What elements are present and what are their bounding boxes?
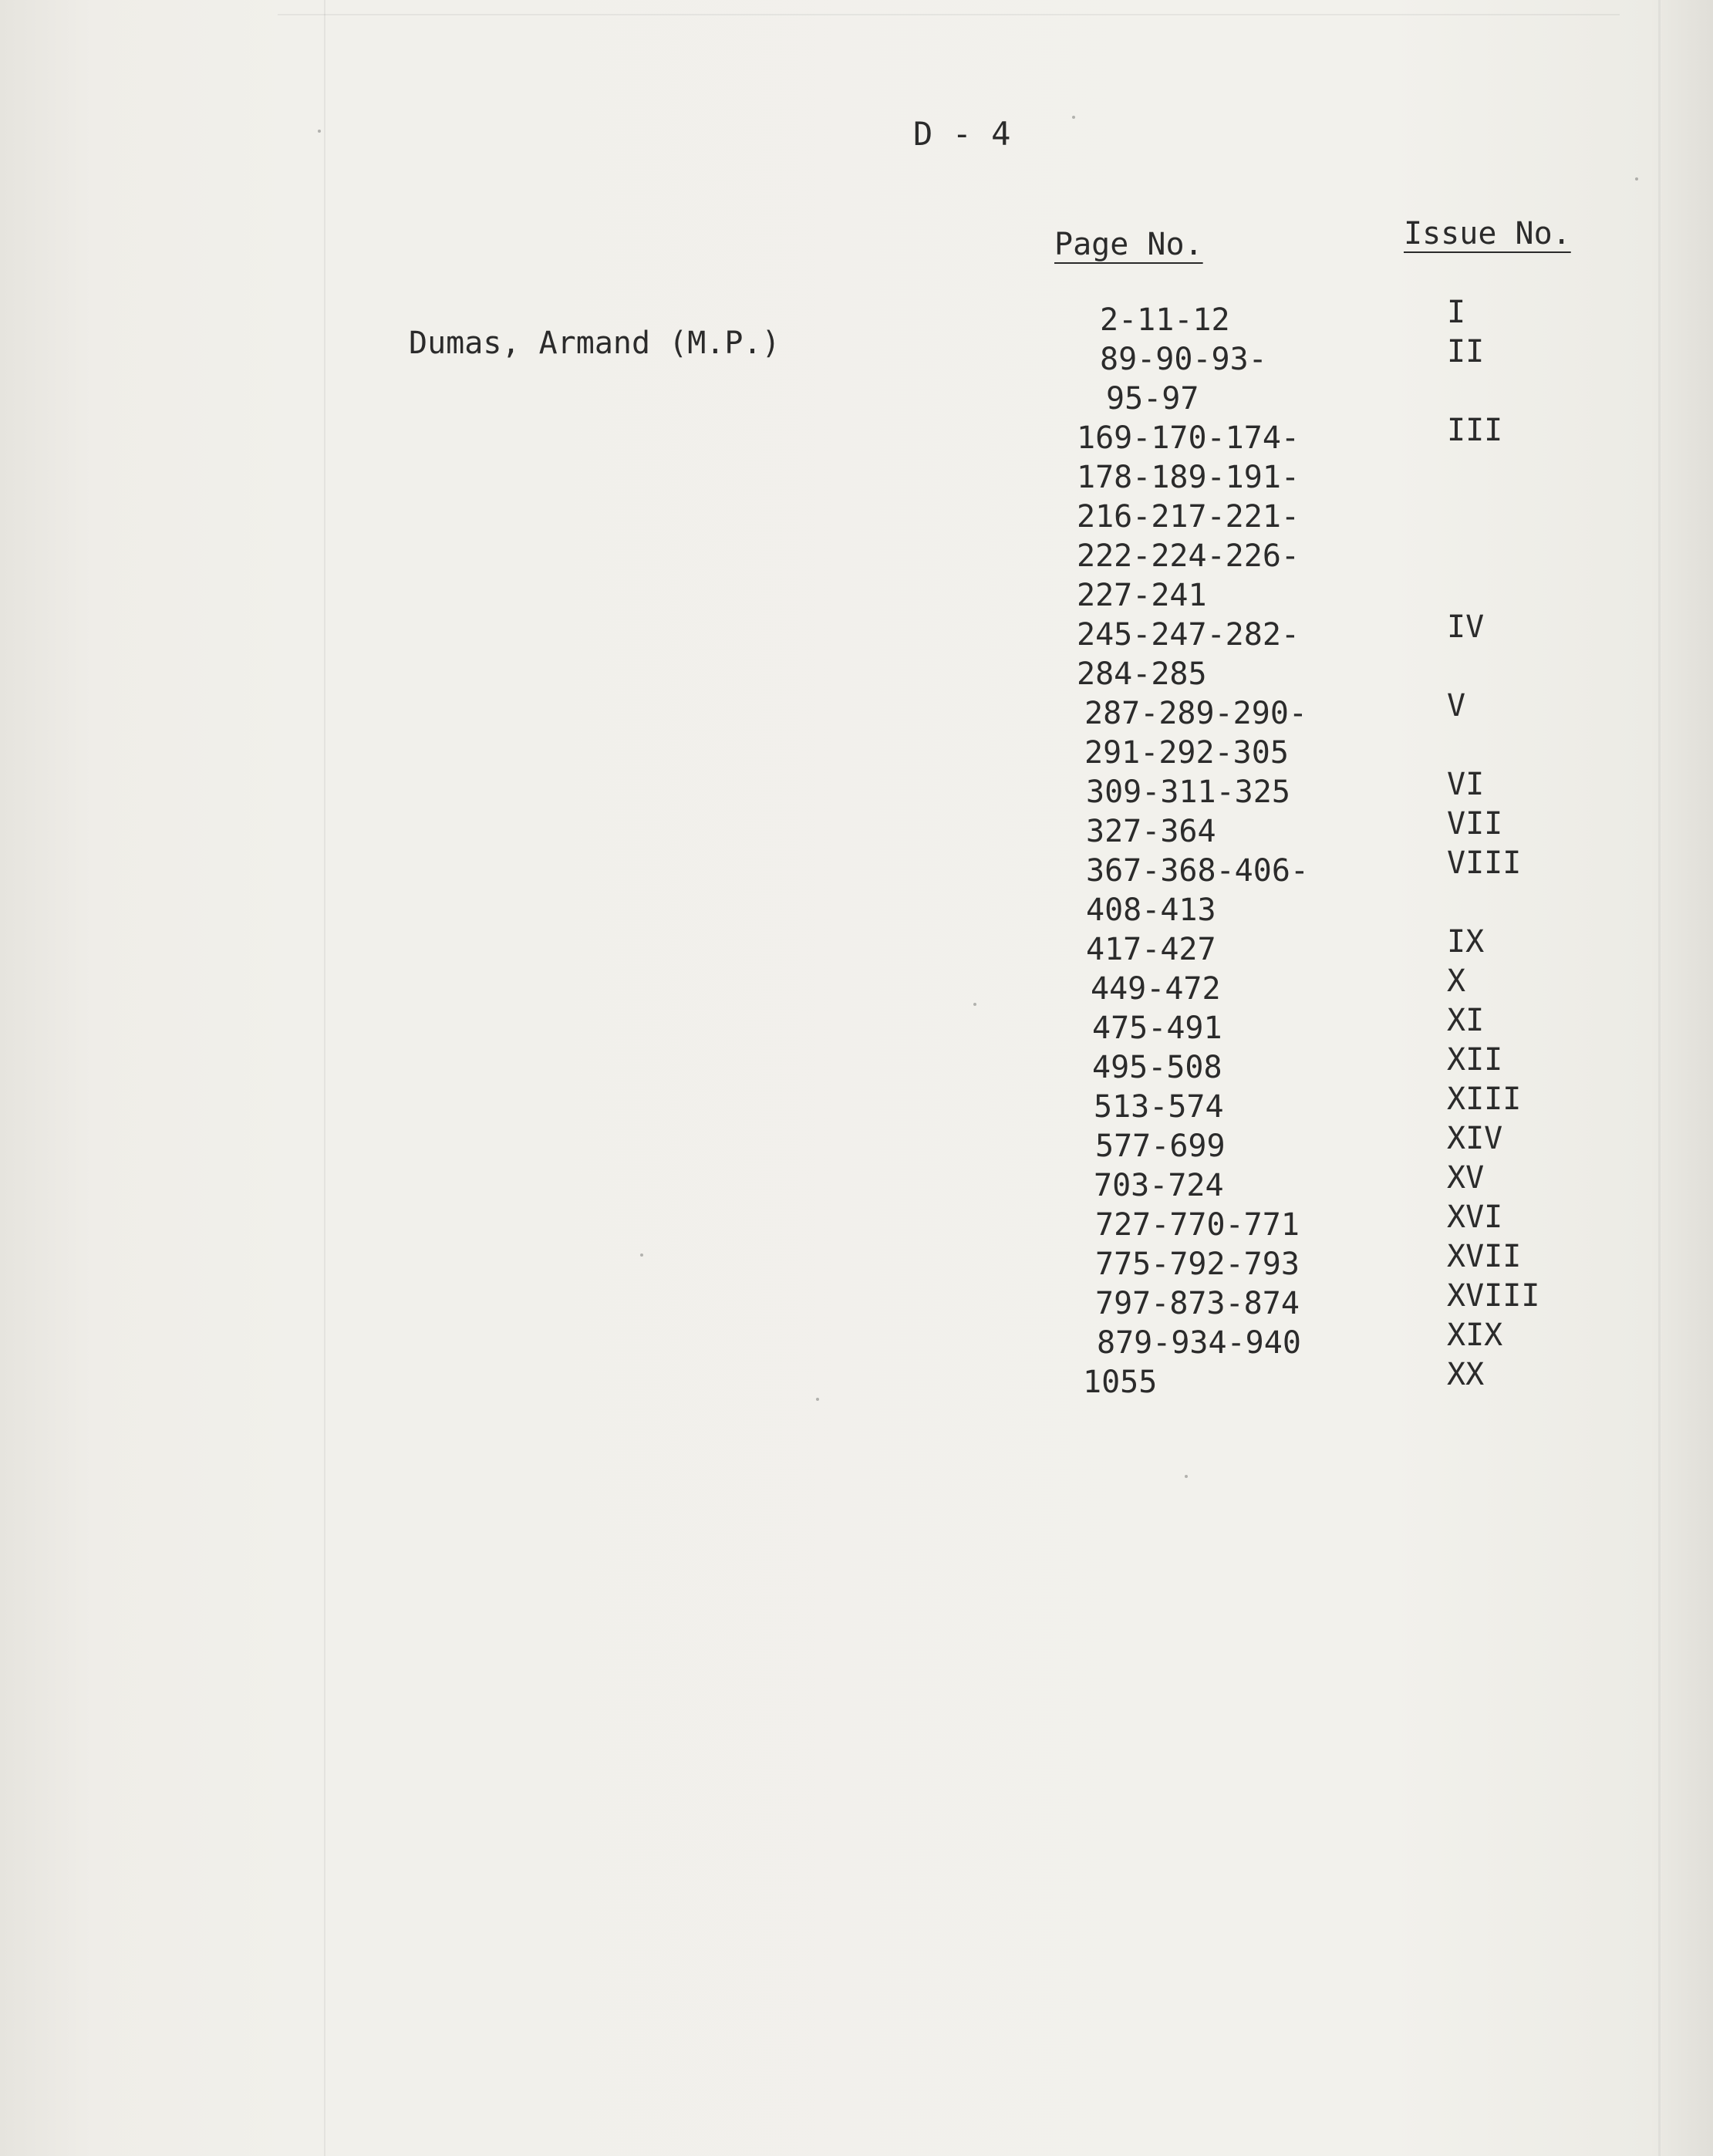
issue-number-line: XI bbox=[1447, 1003, 1485, 1038]
page-number-line: 291-292-305 bbox=[1084, 735, 1289, 771]
issue-number-line: IV bbox=[1447, 609, 1485, 645]
issue-number-line: XIX bbox=[1447, 1318, 1503, 1353]
page-number-line: 169-170-174- bbox=[1077, 420, 1300, 456]
issue-number-line: XVI bbox=[1447, 1199, 1503, 1235]
issue-number-line: XVII bbox=[1447, 1239, 1522, 1274]
issue-number-line: VII bbox=[1447, 806, 1503, 842]
index-entry-name: Dumas, Armand (M.P.) bbox=[409, 326, 781, 361]
page-number-line: 227-241 bbox=[1077, 578, 1207, 613]
paper-binding-edge bbox=[324, 0, 325, 2156]
issue-number-line: XII bbox=[1447, 1042, 1503, 1078]
page-number-line: 879-934-940 bbox=[1097, 1325, 1301, 1361]
page-number-line: 367-368-406- bbox=[1086, 853, 1309, 889]
page-identifier: D - 4 bbox=[913, 115, 1011, 153]
issue-number-line: VI bbox=[1447, 767, 1485, 802]
issue-number-line: VIII bbox=[1447, 845, 1522, 881]
page-number-line: 577-699 bbox=[1095, 1129, 1226, 1164]
paper-speck bbox=[1635, 177, 1638, 181]
issue-number-line: XV bbox=[1447, 1160, 1485, 1196]
page-number-line: 216-217-221- bbox=[1077, 499, 1300, 535]
paper-speck bbox=[318, 130, 321, 133]
page-number-line: 284-285 bbox=[1077, 656, 1207, 692]
issue-number-line bbox=[1447, 726, 1539, 765]
issue-number-line bbox=[1447, 883, 1539, 923]
issue-number-line: XIV bbox=[1447, 1121, 1503, 1156]
page-number-line: 475-491 bbox=[1092, 1011, 1222, 1046]
paper-speck bbox=[1072, 116, 1075, 119]
paper-speck bbox=[816, 1398, 819, 1401]
paper-edge-top bbox=[278, 14, 1620, 15]
page-number-list bbox=[1077, 301, 1309, 1402]
issue-no-header: Issue No. bbox=[1404, 216, 1571, 251]
issue-number-list bbox=[1447, 293, 1539, 1395]
page-number-line: 2-11-12 bbox=[1100, 302, 1230, 338]
issue-number-line: XVIII bbox=[1447, 1278, 1540, 1314]
page-number-line: 245-247-282- bbox=[1077, 617, 1300, 653]
paper-speck bbox=[973, 1003, 976, 1006]
issue-number-line bbox=[1447, 372, 1539, 411]
issue-number-line: I bbox=[1447, 295, 1466, 330]
issue-number-line bbox=[1447, 450, 1539, 490]
issue-number-line: X bbox=[1447, 963, 1466, 999]
page-number-line: 797-873-874 bbox=[1095, 1286, 1300, 1321]
paper-edge-right bbox=[1658, 0, 1661, 2156]
issue-number-line: II bbox=[1447, 334, 1485, 369]
page-number-line: 513-574 bbox=[1094, 1089, 1224, 1125]
page-number-line: 408-413 bbox=[1086, 892, 1216, 928]
page-number-line: 95-97 bbox=[1106, 381, 1199, 417]
page-no-header: Page No. bbox=[1054, 227, 1203, 262]
issue-number-line bbox=[1447, 529, 1539, 569]
paper-speck bbox=[640, 1253, 643, 1257]
issue-number-line: XIII bbox=[1447, 1081, 1522, 1117]
issue-number-line bbox=[1447, 569, 1539, 608]
page-number-line: 727-770-771 bbox=[1095, 1207, 1300, 1243]
page-number-line: 775-792-793 bbox=[1095, 1247, 1300, 1282]
issue-number-line bbox=[1447, 490, 1539, 529]
page-number-line: 495-508 bbox=[1092, 1050, 1222, 1085]
page-number-line: 178-189-191- bbox=[1077, 460, 1300, 495]
page-number-line: 89-90-93- bbox=[1100, 342, 1267, 377]
page-number-line: 1055 bbox=[1083, 1365, 1158, 1400]
page-number-line: 703-724 bbox=[1094, 1168, 1224, 1203]
page-number-line: 222-224-226- bbox=[1077, 538, 1300, 574]
page-number-line: 287-289-290- bbox=[1084, 696, 1307, 731]
issue-number-line: XX bbox=[1447, 1357, 1485, 1392]
paper-speck bbox=[1185, 1475, 1188, 1478]
page-number-line: 449-472 bbox=[1091, 971, 1221, 1007]
issue-number-line: V bbox=[1447, 688, 1466, 724]
page-number-line: 417-427 bbox=[1086, 932, 1216, 967]
page-number-line: 327-364 bbox=[1086, 814, 1216, 849]
issue-number-line bbox=[1447, 647, 1539, 687]
issue-number-line: IX bbox=[1447, 924, 1485, 960]
issue-number-line: III bbox=[1447, 413, 1503, 448]
page-number-line: 309-311-325 bbox=[1086, 774, 1290, 810]
